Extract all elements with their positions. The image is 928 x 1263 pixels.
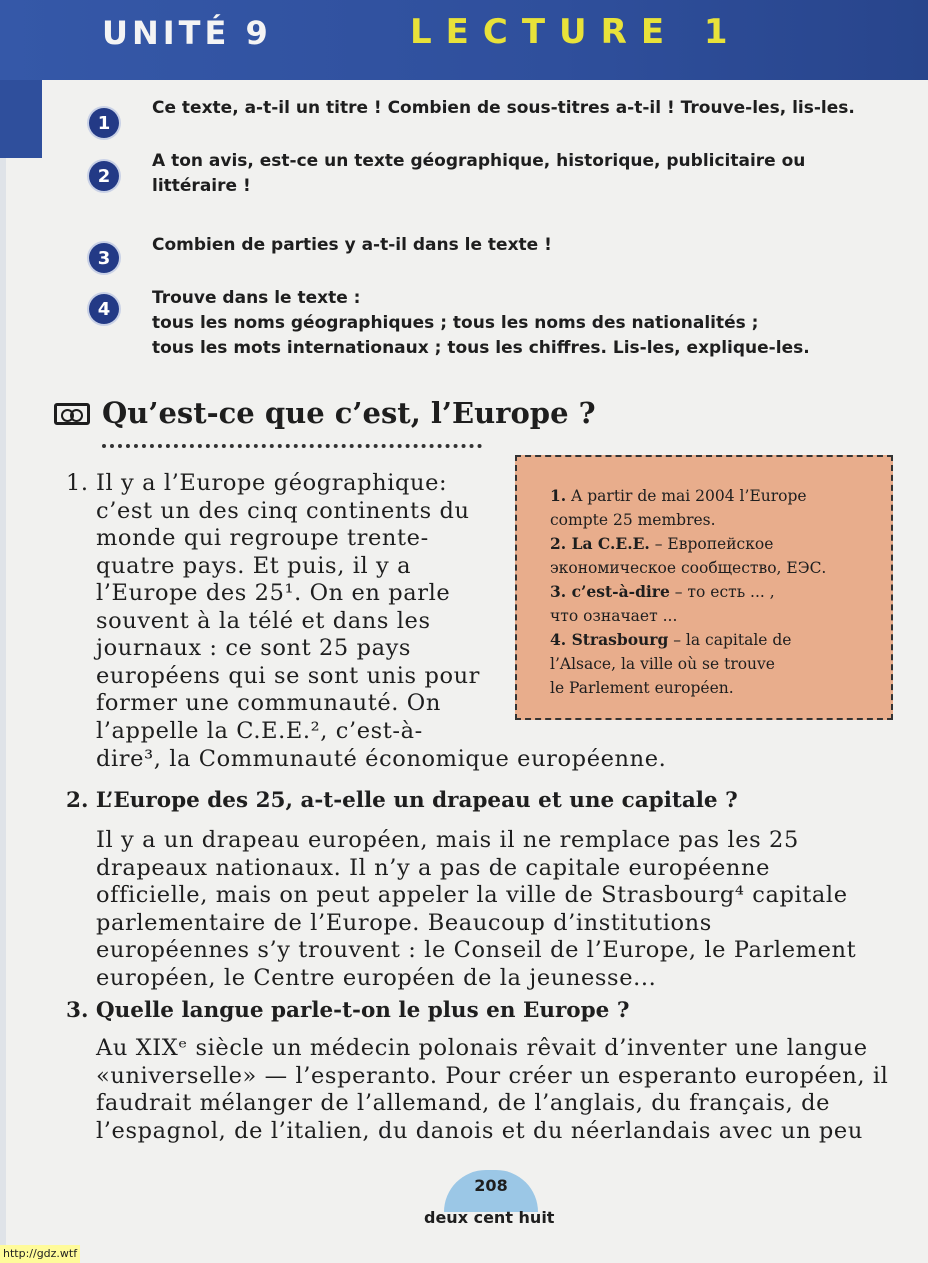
question-1 <box>152 96 855 121</box>
footnote-term: 2. La C.E.E. <box>550 534 650 553</box>
part-2-heading: 2. L’Europe des 25, a-t-elle un drapeau et une capitale ? <box>66 788 738 813</box>
text-line: Il y a un drapeau européen, mais il ne remplace pas les 25 <box>96 827 799 853</box>
text-line: l’appelle la C.E.E.², c’est-à- <box>96 717 423 744</box>
text-line: journaux : ce sont 25 pays <box>96 635 412 661</box>
footnote-text: экономическое сообщество, ЕЭС. <box>550 559 827 577</box>
lecture-title: LECTURE 1 <box>410 12 742 52</box>
question-number-badge: 3 <box>89 243 119 273</box>
footnote-line <box>550 628 871 652</box>
section-title: Qu’est-ce que c’est, l’Europe ? <box>102 396 596 430</box>
text-line: européennes s’y trouvent : le Conseil de l’Europe, le Parlement <box>96 937 857 963</box>
question-line: Trouve dans le texte : <box>152 288 361 308</box>
text-line: monde qui regroupe trente- <box>96 525 429 551</box>
footnote-line <box>550 604 871 628</box>
footnote-term: 4. Strasbourg <box>550 630 669 649</box>
footnote-line <box>550 556 871 580</box>
footnote-term: 3. c’est-à-dire <box>550 582 670 601</box>
question-number-badge: 1 <box>89 108 119 138</box>
text-line: officielle, mais on peut appeler la ville de Strasbourg⁴ capitale <box>96 882 848 908</box>
dotted-divider <box>102 444 482 448</box>
watermark-link[interactable]: http://gdz.wtf <box>0 1245 80 1263</box>
question-number-badge: 2 <box>89 161 119 191</box>
footnote-text: A partir de mai 2004 l’Europe <box>571 487 807 505</box>
footnote-term: 1. <box>550 486 567 505</box>
text-line: dire³, la Communauté économique européenne. <box>96 746 667 772</box>
text-line: européen, le Centre européen de la jeunesse... <box>96 964 657 991</box>
page-number-words: deux cent huit <box>424 1208 555 1227</box>
text-line: souvent à la télé et dans les <box>96 607 431 634</box>
footnote-text: le Parlement européen. <box>550 679 734 697</box>
footnote-text: что означает ... <box>550 607 678 625</box>
page-number: 208 <box>474 1176 508 1195</box>
page-left-strip <box>0 158 6 1258</box>
footnote-line <box>550 580 871 604</box>
footnote-line <box>550 676 871 700</box>
footnote-line <box>550 484 871 508</box>
question-3 <box>152 233 552 258</box>
text-line: Au XIXᵉ siècle un médecin polonais rêvait d’inventer une langue <box>96 1035 868 1061</box>
text-line: former une communauté. On <box>96 690 441 716</box>
part-3-heading: 3. Quelle langue parle-t-on le plus en Europe ? <box>66 998 630 1023</box>
footnote-text: – Европейское <box>649 535 774 553</box>
footnotes-box <box>515 455 893 720</box>
question-2 <box>152 149 805 199</box>
text-line: faudrait mélanger de l’allemand, de l’anglais, du français, de <box>96 1090 831 1116</box>
text-line: Il y a l’Europe géographique: <box>96 470 448 496</box>
text-line: l’Europe des 25¹. On en parle <box>96 580 451 606</box>
text-line: «universelle» — l’esperanto. Pour créer un esperanto européen, il <box>96 1062 889 1089</box>
footnote-text: compte 25 membres. <box>550 511 716 529</box>
question-line: littéraire ! <box>152 176 251 196</box>
question-number-badge: 4 <box>89 294 119 324</box>
part-1-number: 1. <box>66 470 89 496</box>
question-line: tous les noms géographiques ; tous les noms des nationalités ; <box>152 313 759 333</box>
footnote-text: – то есть ... , <box>669 583 775 601</box>
footnote-text: – la capitale de <box>668 631 792 649</box>
question-line: tous les mots internationaux ; tous les chiffres. Lis-les, explique-les. <box>152 338 810 358</box>
part-3-paragraph <box>96 1035 906 1145</box>
question-line: A ton avis, est-ce un texte géographique, historique, publicitaire ou <box>152 151 806 171</box>
text-line: l’espagnol, de l’italien, du danois et du néerlandais avec un peu <box>96 1117 863 1144</box>
question-line: Combien de parties y a-t-il dans le texte ! <box>152 235 552 255</box>
text-line: parlementaire de l’Europe. Beaucoup d’institutions <box>96 909 712 936</box>
footnote-line <box>550 508 871 532</box>
header-left-tab <box>0 80 42 158</box>
part-1-paragraph <box>66 470 506 745</box>
footnote-text: l’Alsace, la ville où se trouve <box>550 655 775 673</box>
text-line: européens qui se sont unis pour <box>96 662 481 689</box>
audio-cassette-icon <box>54 403 90 425</box>
text-line: c’est un des cinq continents du <box>96 497 470 524</box>
question-4 <box>152 286 810 361</box>
footnote-line <box>550 532 871 556</box>
unit-title: UNITÉ 9 <box>102 14 272 52</box>
part-2-paragraph <box>96 827 906 992</box>
question-line: Ce texte, a-t-il un titre ! Combien de sous-titres a-t-il ! Trouve-les, lis-les. <box>152 98 855 118</box>
text-line: quatre pays. Et puis, il y a <box>96 552 412 579</box>
text-line: drapeaux nationaux. Il n’y a pas de capitale européenne <box>96 854 770 881</box>
footnote-line <box>550 652 871 676</box>
